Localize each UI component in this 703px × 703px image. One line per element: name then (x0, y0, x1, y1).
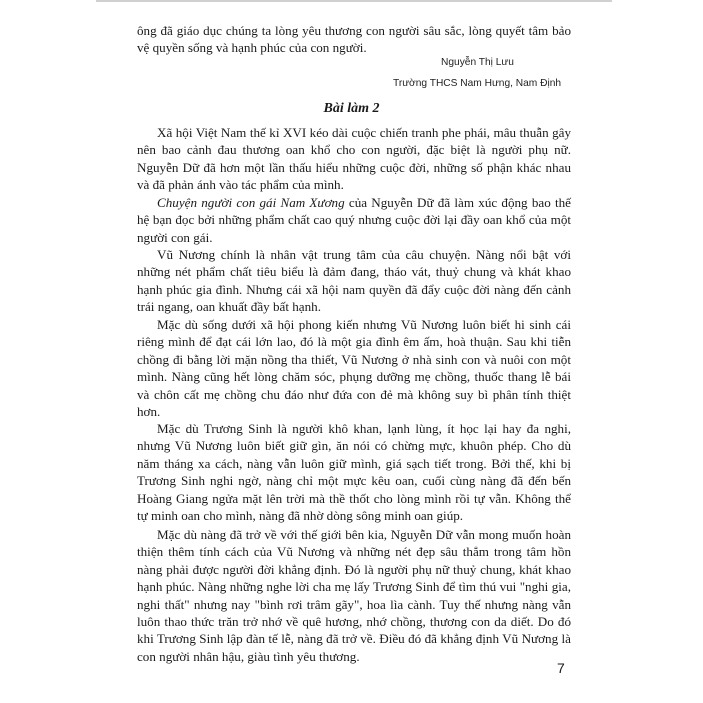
story-title: Chuyện người con gái Nam Xương (157, 195, 345, 210)
author-name: Nguyễn Thị Lưu (441, 57, 514, 68)
paragraph-5: Mặc dù Trương Sinh là người khô khan, lạnh lùng, ít học lại hay đa nghi, nhưng Vũ Nương luôn biết giữ gìn, ăn nói có chừng mực, khuôn phép. Cho dù năm tháng xa cách, nàng vẫn luôn giữ mình, giá sạch tiết trong. Bởi thế, khi bị Trương Sinh nghi ngờ, nàng chỉ một mực kêu oan, cuối cùng nàng đã đến bến Hoàng Giang ngửa mặt lên trời mà thề thốt cho lòng mình rồi tự vẫn. Không thể tự minh oan cho mình, nàng đã nhờ dòng sông minh oan giúp. (137, 421, 571, 524)
page-number: 7 (557, 660, 565, 676)
top-edge-line (96, 0, 612, 2)
author-school: Trường THCS Nam Hưng, Nam Định (393, 78, 562, 89)
paragraph-6: Mặc dù nàng đã trở về với thế giới bên kia, Nguyễn Dữ vẫn mong muốn hoàn thiện thêm tính cách của Vũ Nương và những nét đẹp sâu thẳm trong tâm hồn nàng phải được người đời khẳng định. Đó là người phụ nữ thuỷ chung, khát khao hạnh phúc. Nàng những nghe lời cha mẹ lấy Trương Sinh để tìm thú vui "nghi gia, nghi thất" nhưng nay "bình rơi trâm gãy", hoa lìa cành. Tuy thế nhưng nàng vẫn luôn thao thức trăn trở nhớ về quê hương, nhớ chồng, thương con da diết. Do đó khi Trương Sinh lập đàn tế lễ, nàng đã trở về. Điều đó đã khẳng định Vũ Nương là con người nhân hậu, giàu tình yêu thương. (137, 527, 571, 664)
section-heading: Bài làm 2 (323, 101, 380, 116)
paragraph-2 (137, 194, 571, 246)
paragraph-4: Mặc dù sống dưới xã hội phong kiến nhưng Vũ Nương luôn biết hi sinh cái riêng mình để đạt cái lớn lao, đó là một gia đình êm ấm, hoà thuận. Sau khi tiễn chồng đi bằng lời mặn nồng tha thiết, Vũ Nương ở nhà sinh con và nuôi con một mình. Nàng cũng hết lòng chăm sóc, phụng dưỡng mẹ chồng, thuốc thang lễ bái và chôn cất mẹ chồng chu đáo như đứa con đẻ mà không suy bì phân tính thiệt hơn. (137, 317, 571, 420)
paragraph-1: Xã hội Việt Nam thế kỉ XVI kéo dài cuộc chiến tranh phe phái, mâu thuẫn gây nên bao cảnh đau thương oan khổ cho con người, đặc biệt là người phụ nữ. Nguyễn Dữ đã hơn một lần thấu hiểu những cuộc đời, những số phận khác nhau và đã phản ánh vào tác phẩm của mình. (137, 125, 571, 193)
paragraph-3: Vũ Nương chính là nhân vật trung tâm của câu chuyện. Nàng nổi bật với những nét phẩm chất tiêu biểu là đảm đang, tháo vát, thuỷ chung và khát khao hạnh phúc gia đình. Nhưng cái xã hội nam quyền đã đẩy cuộc đời nàng đến cảnh trái ngang, oan khuất đầy bất hạnh. (137, 247, 571, 315)
paragraph-2-text: của Nguyễn Dữ đã làm xúc động bao thế hệ bạn đọc bởi những phẩm chất cao quý nhưng cuộc đời lại đầy oan khổ của một người con gái. (137, 195, 571, 245)
intro-paragraph: ông đã giáo dục chúng ta lòng yêu thương con người sâu sắc, lòng quyết tâm bảo vệ quyền sống và hạnh phúc của con người. (137, 23, 571, 56)
